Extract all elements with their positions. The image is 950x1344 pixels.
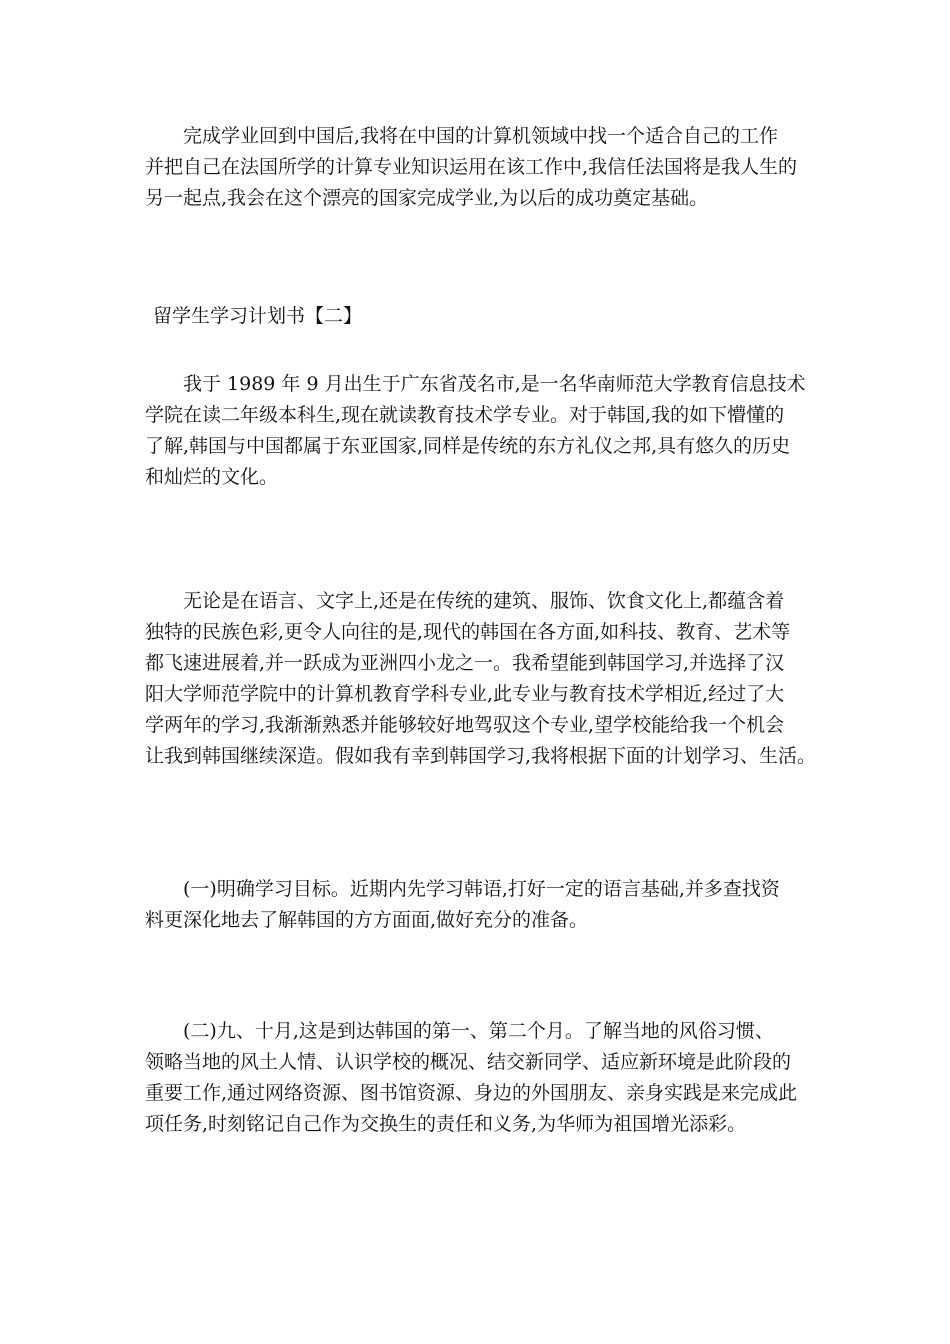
paragraph-intro: 完成学业回到中国后,我将在中国的计算机领域中找一个适合自己的工作 并把自己在法国所学的计算专业知识运用在该工作中,我信任法国将是我人生的 另一起点,我会在这个漂亮的国家完成学业,为以后的成功奠定基础。 bbox=[145, 125, 798, 209]
plan-item-2: (二)九、十月,这是到达韩国的第一、第二个月。了解当地的风俗习惯、 领略当地的风土人情、认识学校的概况、结交新同学、适应新环境是此阶段的 重要工作,通过网络资源、图书馆资源、身边的外国朋友、亲身实践是来完成此 项任务,时刻铭记自己作为交换生的责任和义务,为华师为祖国增光添彩。 bbox=[145, 1020, 798, 1135]
section-heading: 留学生学习计划书【二】 bbox=[153, 305, 363, 327]
paragraph-motivation: 无论是在语言、文字上,还是在传统的建筑、服饰、饮食文化上,都蕴含着 独特的民族色彩,更令人向往的是,现代的韩国在各方面,如科技、教育、艺术等 都飞速进展着,并一跃成为亚洲四小龙之一。我希望能到韩国学习,并选择了汉 阳大学师范学院中的计算机教育学科专业,此专业与教育技术学相近,经过了大 学两年的学习,我渐渐熟悉并能够较好地驾驭这个专业,望学校能给我一个机会 让我到韩国继续深造。假如我有幸到韩国学习,我将根据下面的计划学习、生活。 bbox=[145, 590, 817, 767]
paragraph-background: 我于 1989 年 9 月出生于广东省茂名市,是一名华南师范大学教育信息技术 学院在读二年级本科生,现在就读教育技术学专业。对于韩国,我的如下懵懂的 了解,韩国与中国都属于东亚国家,同样是传统的东方礼仪之邦,具有悠久的历史 和灿烂的文化。 bbox=[145, 373, 806, 488]
plan-item-1: (一)明确学习目标。近期内先学习韩语,打好一定的语言基础,并多查找资 料更深化地去了解韩国的方方面面,做好充分的准备。 bbox=[145, 878, 780, 931]
